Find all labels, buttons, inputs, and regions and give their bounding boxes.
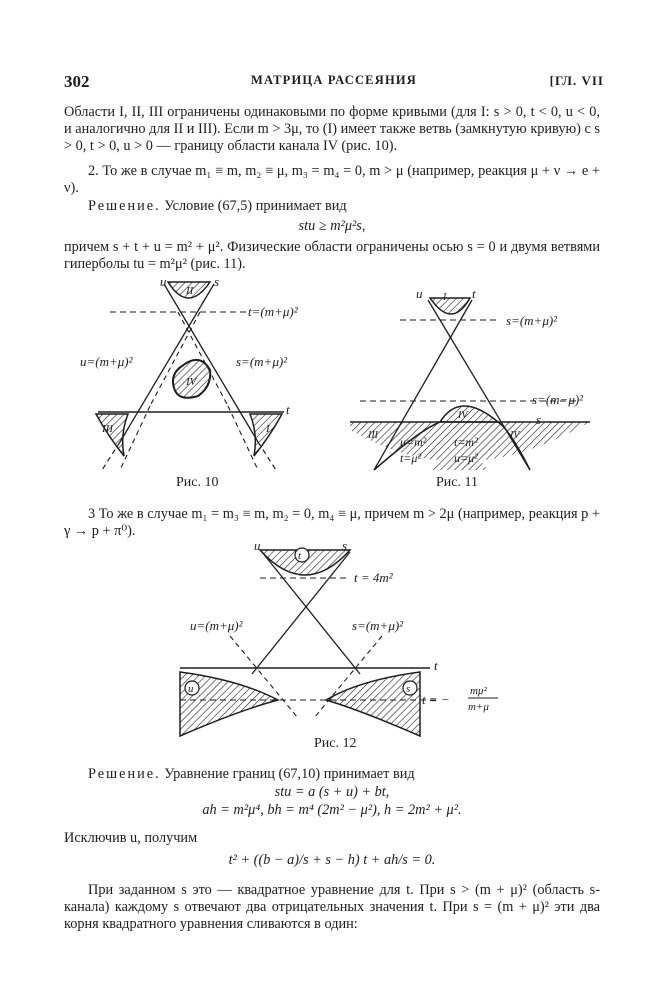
figure-11 bbox=[340, 280, 610, 480]
fig11-label-iv-top: IV bbox=[458, 410, 468, 421]
fig12-label-u-circ: u bbox=[188, 683, 194, 695]
fig10-caption: Рис. 10 bbox=[176, 475, 219, 490]
paragraph-solution-2 bbox=[64, 766, 600, 783]
fig11-label-i: I bbox=[443, 292, 447, 303]
solution-text: Условие (67,5) принимает вид bbox=[164, 198, 347, 214]
figure-12 bbox=[150, 540, 530, 740]
fig12-label-t-circ: t bbox=[298, 550, 302, 562]
fig10-label-iv: IV bbox=[186, 376, 197, 388]
fig10-label-t-eq: t=(m+μ)² bbox=[248, 304, 298, 319]
page-title: МАТРИЦА РАССЕЯНИЯ bbox=[250, 73, 418, 87]
fig10-label-u-eq: u=(m+μ)² bbox=[80, 354, 133, 369]
fig11-label-s-eq1: s=(m+μ)² bbox=[506, 313, 558, 328]
solution-2-text: Уравнение границ (67,10) принимает вид bbox=[164, 766, 415, 782]
fig12-label-frac-num: mμ² bbox=[470, 685, 487, 697]
fig11-label-s: s bbox=[536, 412, 542, 427]
fig11-label-iv-right: IV bbox=[510, 430, 520, 441]
fig12-caption: Рис. 12 bbox=[314, 736, 357, 751]
solution-label: Решение. bbox=[88, 198, 161, 214]
equation-4: t² + ((b − a)/s + s − h) t + ah/s = 0. bbox=[228, 852, 436, 868]
fig10-label-ii: II bbox=[186, 285, 194, 297]
fig11-label-s-eq2: s=(m−μ)² bbox=[532, 392, 584, 407]
fig10-label-s: s bbox=[214, 274, 220, 289]
fig12-label-s: s bbox=[342, 540, 348, 553]
fig10-label-t: t bbox=[286, 402, 290, 417]
fig10-region-iii bbox=[96, 414, 128, 456]
fig11-label-t-m2: t=m² bbox=[454, 435, 478, 449]
equation-1: stu ≥ m²μ²s, bbox=[298, 218, 366, 234]
page-header bbox=[64, 72, 604, 92]
chapter-label: [ГЛ. VII bbox=[549, 73, 604, 88]
fig12-region-s bbox=[326, 672, 420, 736]
equation-2: stu = a (s + u) + bt, bbox=[274, 784, 390, 800]
paragraph-physical-regions: причем s + t + u = m² + μ². Физические области ограничены осью s = 0 и двумя ветвями гиперболы tu = m²μ² (рис. 11). bbox=[64, 239, 600, 272]
fig11-label-u-mu2: u=μ² bbox=[454, 451, 478, 465]
paragraph-regions: Области I, II, III ограничены одинаковыми по форме кривыми (для I: s > 0, t < 0, u < 0, и аналогично для II и III). Если m > 3μ, то (I) имеет также ветвь (замкнутую кривую) с s > 0, t > 0, u > 0 — границу области канала IV (рис. 10). bbox=[64, 104, 600, 154]
fig12-label-u: u bbox=[254, 540, 261, 553]
fig12-label-s-eq: s=(m+μ)² bbox=[352, 618, 404, 633]
fig10-label-u: u bbox=[160, 274, 167, 289]
fig12-label-t-eq: t = 4m² bbox=[354, 570, 393, 585]
fig11-label-u: u bbox=[416, 286, 423, 301]
paragraph-eliminate-u: Исключив u, получим bbox=[64, 830, 198, 846]
fig11-label-u-m2: u=m² bbox=[400, 435, 427, 449]
fig11-caption: Рис. 11 bbox=[436, 475, 478, 490]
fig10-region-i bbox=[250, 414, 282, 456]
paragraph-case-2: 2. То же в случае m₁ ≡ m, m₂ ≡ μ, m₃ = m₄ = 0, m > μ (например, реакция μ + ν → e + ν). bbox=[64, 163, 600, 196]
fig12-label-frac-den: m+μ bbox=[468, 701, 489, 713]
fig11-region-i bbox=[430, 298, 470, 314]
fig11-region-iv bbox=[440, 406, 498, 422]
page-number: 302 bbox=[64, 72, 90, 91]
fig11-label-t-mu2: t=μ² bbox=[400, 451, 422, 465]
fig11-label-t: t bbox=[472, 286, 476, 301]
fig10-label-iii: III bbox=[102, 423, 113, 435]
fig12-label-t-frac-prefix: t = − bbox=[422, 692, 450, 707]
fig12-label-s-circ: s bbox=[406, 683, 411, 695]
paragraph-case-3: 3 То же в случае m₁ = m₃ ≡ m, m₂ = 0, m₄ ≡ μ, причем m > 2μ (например, реакция p + γ → p + π⁰). bbox=[64, 506, 600, 539]
fig11-label-iii: III bbox=[368, 430, 378, 441]
solution-2-label: Решение. bbox=[88, 766, 161, 782]
figure-10 bbox=[80, 274, 310, 504]
equation-3: ah = m²μ⁴, bh = m⁴ (2m² − μ²), h = 2m² + μ². bbox=[202, 802, 462, 818]
fig12-label-t: t bbox=[434, 658, 438, 673]
paragraph-quadratic: При заданном s это — квадратное уравнение для t. При s > (m + μ)² (область s-канала) каждому s отвечают два отрицательных значения t. При s = (m + μ)² эти два корня квадратного уравнения сливаются в один: bbox=[64, 882, 600, 932]
fig10-label-i: I bbox=[266, 423, 270, 435]
fig12-label-u-eq: u=(m+μ)² bbox=[190, 618, 243, 633]
paragraph-solution-1 bbox=[64, 198, 600, 215]
fig10-label-s-eq: s=(m+μ)² bbox=[236, 354, 288, 369]
